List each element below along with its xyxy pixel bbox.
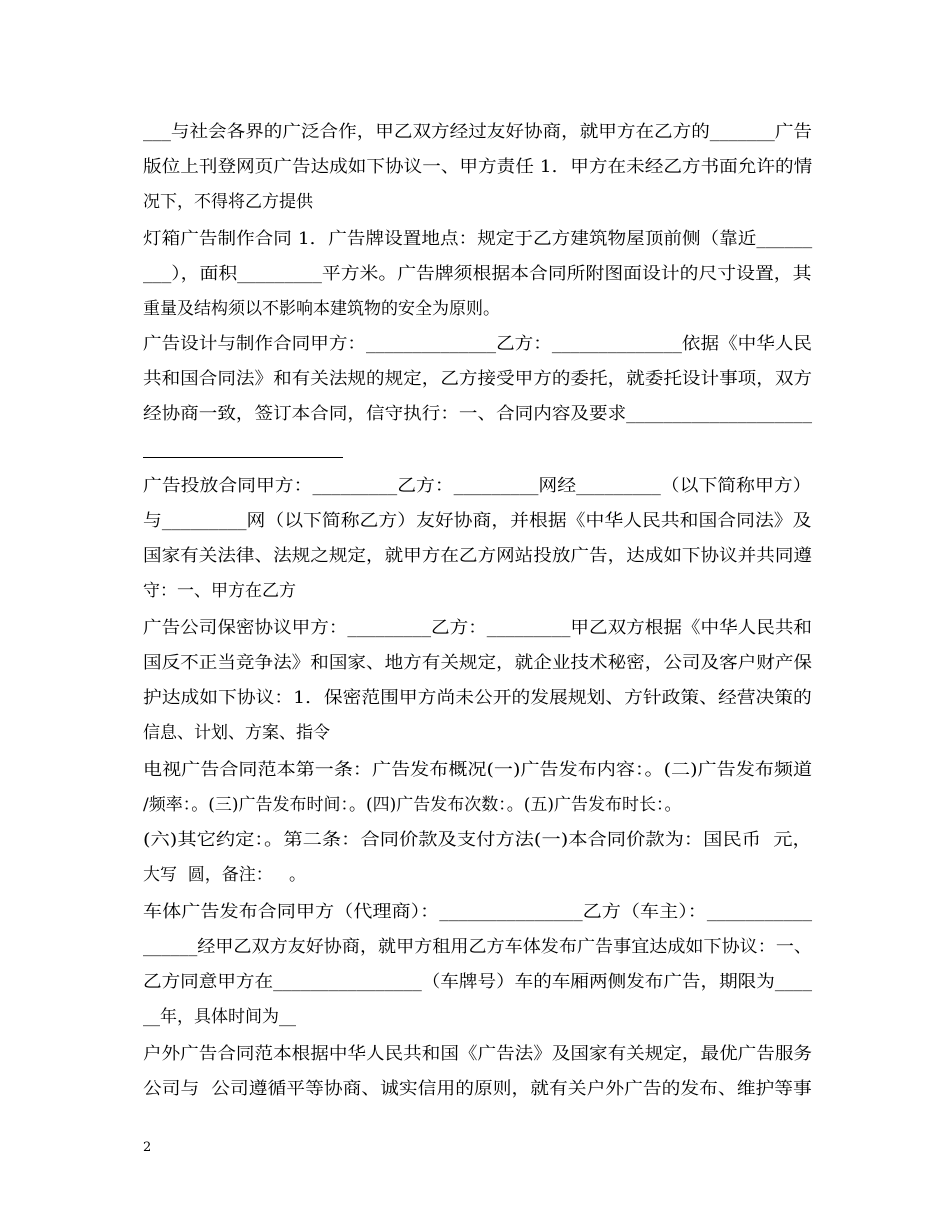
text-line: 版位上刊登网页广告达成如下协议一、甲方责任 1．甲方在未经乙方书面允许的情	[143, 157, 813, 177]
blank-underline	[143, 457, 343, 458]
text-line: 守：一、甲方在乙方	[143, 581, 296, 601]
text-line: /频率：。(三)广告发布时间：。(四)广告发布次数：。(五)广告发布时长：。	[143, 795, 682, 815]
text-line: 共和国合同法》和有关法规的规定，乙方接受甲方的委托，就委托设计事项，双方	[143, 369, 812, 389]
text-line: 护达成如下协议：1．保密范围甲方尚未公开的发展规划、方针政策、经营决策的	[143, 688, 812, 708]
text-line: 经协商一致，签订本合同，信守执行：一、合同内容及要求____________________	[143, 404, 812, 424]
text-line: 公司与 公司遵循平等协商、诚实信用的原则，就有关户外广告的发布、维护等事	[143, 1079, 812, 1099]
text-line: 与_________网（以下简称乙方）友好协商，并根据《中华人民共和国合同法》及	[143, 511, 812, 531]
page-number: 2	[143, 1140, 152, 1155]
text-line: 信息、计划、方案、指令	[143, 723, 330, 743]
text-line: 灯箱广告制作合同 1．广告牌设置地点：规定于乙方建筑物屋顶前侧（靠近______	[143, 229, 813, 249]
text-line: (六)其它约定：。第二条：合同价款及支付方法(一)本合同价款为：国民币 元，	[143, 830, 812, 850]
text-line: 大写 圆，备注： 。	[143, 865, 307, 885]
text-line: ______经甲乙双方友好协商，就甲方租用乙方车体发布广告事宜达成如下协议：一、	[143, 937, 812, 957]
text-line: 国家有关法律、法规之规定，就甲方在乙方网站投放广告，达成如下协议并共同遵	[143, 546, 812, 566]
text-line: 广告公司保密协议甲方：_________乙方：_________甲乙双方根据《中华人民共和	[143, 618, 812, 638]
text-line: 车体广告发布合同甲方（代理商）：_______________乙方（车主）：___________	[143, 902, 812, 922]
text-line: __年，具体时间为__	[143, 1007, 296, 1027]
text-line: 国反不正当竞争法》和国家、地方有关规定，就企业技术秘密，公司及客户财产保	[143, 653, 812, 673]
text-line: 重量及结构须以不影响本建筑物的安全为原则。	[143, 299, 500, 319]
text-line: ___），面积_________平方米。广告牌须根据本合同所附图面设计的尺寸设置，其	[143, 264, 812, 284]
text-line: 户外广告合同范本根据中华人民共和国《广告法》及国家有关规定，最优广告服务	[143, 1044, 812, 1064]
text-line: 况下，不得将乙方提供	[143, 192, 313, 212]
text-line: 乙方同意甲方在________________（车牌号）车的车厢两侧发布广告，期限为____	[143, 972, 812, 992]
text-line: ___与社会各界的广泛合作，甲乙双方经过友好协商，就甲方在乙方的_______广告	[143, 122, 812, 142]
text-line: 广告投放合同甲方：_________乙方：_________网经_________（以下简称甲方）	[143, 476, 812, 496]
text-line: 电视广告合同范本第一条：广告发布概况(一)广告发布内容：。(二)广告发布频道	[143, 760, 813, 780]
text-line: 广告设计与制作合同甲方：______________乙方：______________依据《中华人民	[143, 334, 812, 354]
